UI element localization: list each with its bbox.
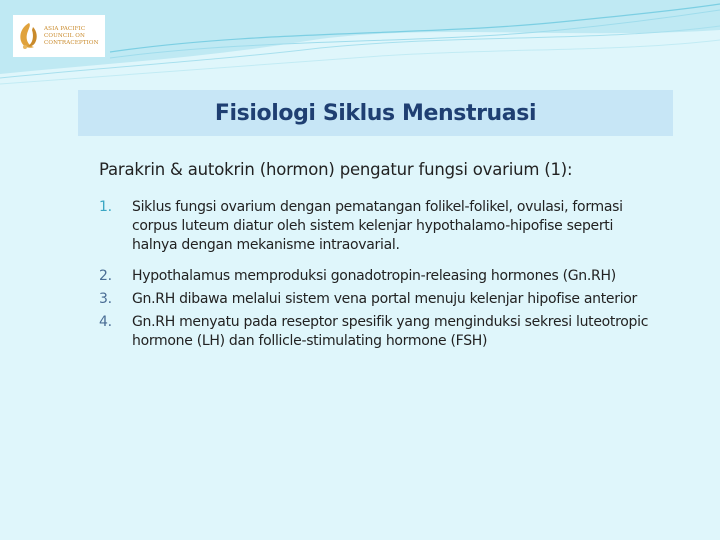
title-band <box>78 90 673 136</box>
list-item <box>99 290 659 309</box>
slide-title: Fisiologi Siklus Menstruasi <box>214 100 537 126</box>
logo-emblem-icon <box>16 21 42 51</box>
header-wave-decoration <box>0 0 720 90</box>
list-item-number: 4. <box>99 314 112 330</box>
list-item <box>99 267 659 286</box>
list-item-number: 1. <box>99 199 112 215</box>
list-item-text: Gn.RH menyatu pada reseptor spesifik yang menginduksi sekresi luteotropic hormone (LH) dan follicle-stimulating hormone (FSH) <box>132 314 649 349</box>
logo-line: ASIA PACIFIC <box>44 25 86 32</box>
logo-line: COUNCIL ON <box>44 32 85 39</box>
list-item-text: Siklus fungsi ovarium dengan pematangan folikel-folikel, ovulasi, formasi corpus luteum diatur oleh sistem kelenjar hypothalamo-hipofise seperti halnya dengan mekanisme intraovarial. <box>132 199 623 253</box>
slide-subtitle: Parakrin & autokrin (hormon) pengatur fungsi ovarium (1): <box>99 160 573 179</box>
list-item-number: 3. <box>99 291 112 307</box>
list-item-text: Hypothalamus memproduksi gonadotropin-releasing hormones (Gn.RH) <box>132 268 616 284</box>
organization-logo <box>13 15 105 57</box>
list-item-text: Gn.RH dibawa melalui sistem vena portal menuju kelenjar hipofise anterior <box>132 291 638 307</box>
logo-wordmark <box>44 26 99 47</box>
logo-line: CONTRACEPTION <box>44 39 99 46</box>
list-item-number: 2. <box>99 268 112 284</box>
list-item <box>99 198 659 255</box>
numbered-list <box>99 198 659 351</box>
list-item <box>99 313 659 351</box>
